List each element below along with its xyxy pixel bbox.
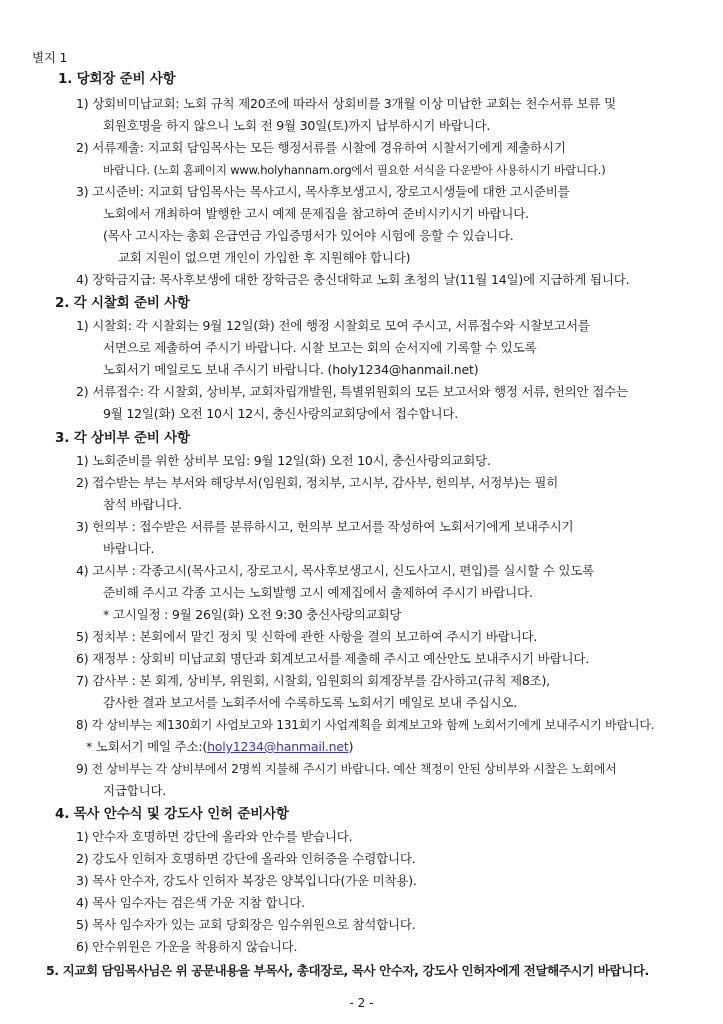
section-3-line-3: 참석 바랍니다.: [103, 497, 182, 512]
clerk-email-prefix: * 노회서기 메일 주소:(: [86, 739, 208, 754]
clerk-email-line: [86, 739, 353, 755]
section-1-line-8: 교회 지원이 없으면 개인이 가입한 후 지원해야 합니다): [118, 250, 411, 265]
section-1-line-2: 회원호명을 하지 않으니 노회 전 9월 30일(토)까지 납부하시기 바랍니다.: [103, 118, 491, 133]
section-4-line-2: 2) 강도사 인허자 호명하면 강단에 올라와 인허증을 수령합니다.: [76, 851, 416, 866]
section-1-line-6: 노회에서 개최하여 발행한 고시 예제 문제집을 참고하여 준비시키시기 바랍니다.: [103, 206, 529, 221]
section-2-line-4: 2) 서류접수: 각 시찰회, 상비부, 교회자립개발원, 특별위원회의 모든 보고서와 행정 서류, 헌의안 접수는: [76, 384, 628, 399]
section-2-line-3: 노회서기 메일로도 보내 주시기 바랍니다. (holy1234@hanmail.net): [103, 362, 479, 377]
section-1-line-9: 4) 장학금지급: 목사후보생에 대한 장학금은 충신대학교 노회 초청의 날(11월 14일)에 지급하게 됩니다.: [76, 272, 630, 287]
section-2-line-1: 1) 시찰회: 각 시찰회는 9월 12일(화) 전에 행정 시찰회로 모여 주시고, 서류접수와 시찰보고서를: [76, 318, 590, 333]
section-3-line-7: 준비해 주시고 각종 고시는 노회발행 고시 예제집에서 출제하여 주시기 바랍니다.: [103, 585, 533, 600]
section-3-line-10: 6) 재정부 : 상회비 미납교회 명단과 회계보고서를 제출해 주시고 예산안도 보내주시기 바랍니다.: [76, 651, 589, 666]
section-3-title: 3. 각 상비부 준비 사항: [55, 430, 190, 446]
section-4-line-5: 5) 목사 임수자가 있는 교회 당회장은 임수위원으로 참석합니다.: [76, 917, 416, 932]
section-4-line-4: 4) 목사 임수자는 검은색 가운 지참 합니다.: [76, 895, 305, 910]
section-1-line-5: 3) 고시준비: 지교회 담임목사는 목사고시, 목사후보생고시, 장로고시생들에 대한 고시준비를: [76, 184, 570, 199]
section-2-line-2: 서면으로 제출하여 주시기 바랍니다. 시찰 보고는 회의 순서지에 기록할 수 있도록: [103, 340, 537, 355]
section-3-line-4: 3) 헌의부 : 접수받은 서류를 분류하시고, 헌의부 보고서를 작성하여 노회서기에게 보내주시기: [76, 519, 574, 534]
section-4-line-6: 6) 안수위원은 가운을 착용하지 않습니다.: [76, 939, 298, 954]
section-1-line-4: 바랍니다. (노회 홈페이지 www.holyhannam.org에서 필요한 서식을 다운받아 사용하시기 바랍니다.): [103, 163, 606, 177]
section-1-line-7: (목사 고시자는 총회 은급연금 가입증명서가 있어야 시험에 응할 수 있습니다.: [103, 228, 514, 243]
section-3-line-9: 5) 정치부 : 본회에서 맡긴 정치 및 신학에 관한 사항을 결의 보고하여 주시기 바랍니다.: [76, 629, 538, 644]
section-1-line-3: 2) 서류제출: 지교회 담임목사는 모든 행정서류를 시찰에 경유하여 시찰서기에게 제출하시기: [76, 140, 566, 155]
section-3-line-16: 지급합니다.: [103, 783, 167, 798]
section-3-line-1: 1) 노회준비를 위한 상비부 모임: 9월 12일(화) 오전 10시, 충신사랑의교회당.: [76, 453, 491, 468]
section-5-title: 5. 지교회 담임목사님은 위 공문내용을 부목사, 총대장로, 목사 안수자, 강도사 인허자에게 전달해주시기 바랍니다.: [46, 963, 649, 978]
section-3-line-13: 8) 각 상비부는 제130회기 사업보고와 131회기 사업계획을 회계보고와 함께 노회서기에게 보내주시기 바랍니다.: [76, 718, 655, 732]
section-3-line-5: 바랍니다.: [103, 541, 155, 556]
annex-label: 별지 1: [32, 50, 68, 65]
section-3-line-11: 7) 감사부 : 본 회계, 상비부, 위원회, 시찰회, 임원회의 회계장부를 감사하고(규칙 제8조),: [76, 673, 550, 688]
section-4-title: 4. 목사 안수식 및 강도사 인허 준비사항: [55, 806, 289, 822]
clerk-email-suffix: ): [348, 739, 354, 754]
section-3-line-12: 감사한 결과 보고서를 노회주서에 수록하도록 노회서기 메일로 보내 주십시오.: [103, 695, 517, 710]
section-4-line-3: 3) 목사 안수자, 강도사 인허자 복장은 양복입니다(가운 미착용).: [76, 873, 417, 888]
section-3-line-2: 2) 접수받는 부는 부서와 해당부서(임원회, 정치부, 고시부, 감사부, 헌의부, 서정부)는 필히: [76, 475, 559, 490]
section-3-line-8: * 고시일정 : 9월 26일(화) 오전 9:30 충신사랑의교회당: [103, 607, 402, 622]
clerk-email-link[interactable]: holy1234@hanmail.net: [207, 739, 349, 754]
section-2-title: 2. 각 시찰회 준비 사항: [55, 295, 190, 311]
section-4-line-1: 1) 안수자 호명하면 강단에 올라와 안수를 받습니다.: [76, 829, 353, 844]
section-3-line-6: 4) 고시부 : 각종고시(목사고시, 장로고시, 목사후보생고시, 신도사고시, 편입)를 실시할 수 있도록: [76, 563, 594, 578]
section-3-line-15: 9) 전 상비부는 각 상비부에서 2명씩 지불해 주시기 바랍니다. 예산 책정이 안된 상비부와 시찰은 노회에서: [76, 762, 617, 776]
section-2-line-5: 9월 12일(화) 오전 10시 12시, 충신사랑의교회당에서 접수합니다.: [103, 406, 459, 421]
section-1-title: 1. 당회장 준비 사항: [58, 71, 176, 87]
section-1-line-1: 1) 상회비미납교회: 노회 규칙 제20조에 따라서 상회비를 3개월 이상 미납한 교회는 천수서류 보류 및: [76, 96, 617, 111]
page-number: - 2 -: [349, 996, 374, 1010]
